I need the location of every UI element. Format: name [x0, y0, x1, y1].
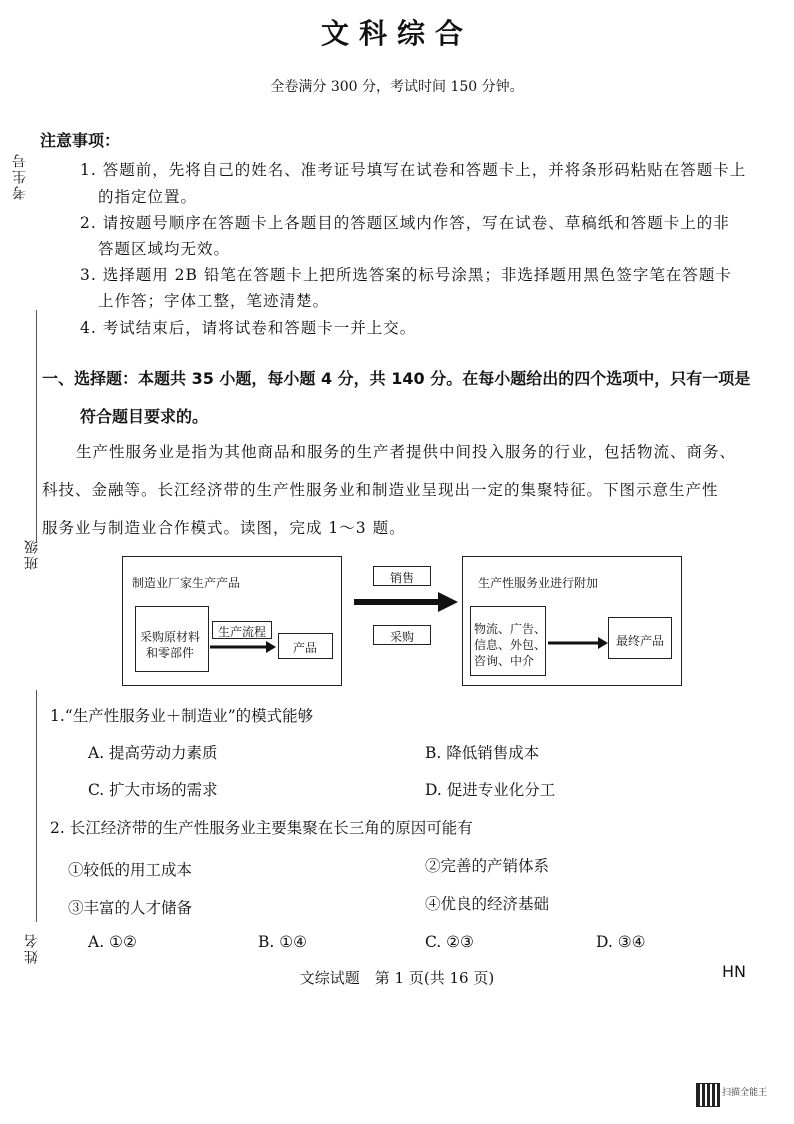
- question-2-item: ②完善的产销体系: [425, 857, 550, 875]
- question-1-stem: 1.“生产性服务业＋制造业”的模式能够: [50, 707, 314, 725]
- services-arrow: [548, 636, 608, 650]
- manufacturing-title: 制造业厂家生产产品: [132, 576, 241, 590]
- notice-line: 的指定位置。: [98, 188, 198, 206]
- services-item: 咨询、中介: [474, 654, 535, 668]
- notice-line: 3. 选择题用 2B 铅笔在答题卡上把所选答案的标号涂黑；非选择题用黑色签字笔在答题卡: [80, 266, 732, 284]
- exam-info: 全卷满分 300 分，考试时间 150 分钟。: [270, 79, 524, 95]
- question-2-option-b[interactable]: B. ①④: [258, 933, 308, 951]
- question-2-item: ③丰富的人才储备: [68, 899, 193, 917]
- question-1-option-c[interactable]: C. 扩大市场的需求: [88, 781, 218, 799]
- page-footer: 文综试题 第 1 页(共 16 页): [299, 969, 495, 987]
- notice-line: 4. 考试结束后，请将试卷和答题卡一并上交。: [80, 319, 417, 337]
- side-label-exam-no: 考生号: [12, 152, 28, 200]
- services-item: 信息、外包、: [474, 638, 547, 652]
- question-2-option-d[interactable]: D. ③④: [596, 933, 646, 951]
- question-1-option-d[interactable]: D. 促进专业化分工: [425, 781, 556, 799]
- question-2-option-c[interactable]: C. ②③: [425, 933, 474, 951]
- region-code: HN: [722, 962, 746, 981]
- services-item: 物流、广告、: [474, 622, 547, 636]
- main-arrow: [354, 591, 458, 613]
- notice-line: 2. 请按题号顺序在答题卡上各题目的答题区域内作答，写在试卷、草稿纸和答题卡上的非: [80, 214, 730, 232]
- product-label: 产品: [293, 641, 318, 655]
- process-arrow: [210, 640, 276, 654]
- page-title: 文科综合: [320, 17, 473, 50]
- notice-heading: 注意事项：: [40, 131, 121, 150]
- question-2-item: ④优良的经济基础: [425, 895, 550, 913]
- raw-materials-label: 和零部件: [146, 646, 195, 660]
- section-heading: 一、选择题：本题共 35 小题，每小题 4 分，共 140 分。在每小题给出的四个选项中，只有一项是: [42, 369, 751, 388]
- sell-label: 销售: [390, 571, 415, 585]
- passage-line: 科技、金融等。长江经济带的生产性服务业和制造业呈现出一定的集聚特征。下图示意生产性: [42, 481, 719, 499]
- purchase-label: 采购: [390, 630, 415, 644]
- passage-line: 生产性服务业是指为其他商品和服务的生产者提供中间投入服务的行业，包括物流、商务、: [76, 443, 737, 461]
- services-title: 生产性服务业进行附加: [478, 576, 599, 590]
- final-product-label: 最终产品: [616, 634, 665, 648]
- question-2-item: ①较低的用工成本: [68, 861, 193, 879]
- binding-line: [36, 690, 37, 922]
- question-2-option-a[interactable]: A. ①②: [88, 933, 137, 951]
- side-label-name: 姓名: [24, 932, 40, 964]
- qr-code-icon: [696, 1083, 720, 1107]
- notice-line: 1. 答题前，先将自己的姓名、准考证号填写在试卷和答题卡上，并将条形码粘贴在答题卡上: [80, 161, 747, 179]
- side-label-class: 班级: [24, 538, 40, 570]
- scanner-watermark: 扫描全能王: [722, 1088, 768, 1098]
- question-2-stem: 2. 长江经济带的生产性服务业主要集聚在长三角的原因可能有: [50, 819, 473, 837]
- notice-line: 答题区域均无效。: [98, 240, 231, 258]
- binding-line: [36, 310, 37, 542]
- passage-line: 服务业与制造业合作模式。读图，完成 1～3 题。: [42, 519, 406, 537]
- process-label: 生产流程: [218, 625, 267, 639]
- notice-line: 上作答；字体工整，笔迹清楚。: [98, 292, 330, 310]
- question-1-option-b[interactable]: B. 降低销售成本: [425, 744, 540, 762]
- section-heading-cont: 符合题目要求的。: [80, 407, 209, 426]
- question-1-option-a[interactable]: A. 提高劳动力素质: [88, 744, 218, 762]
- raw-materials-label: 采购原材料: [140, 630, 201, 644]
